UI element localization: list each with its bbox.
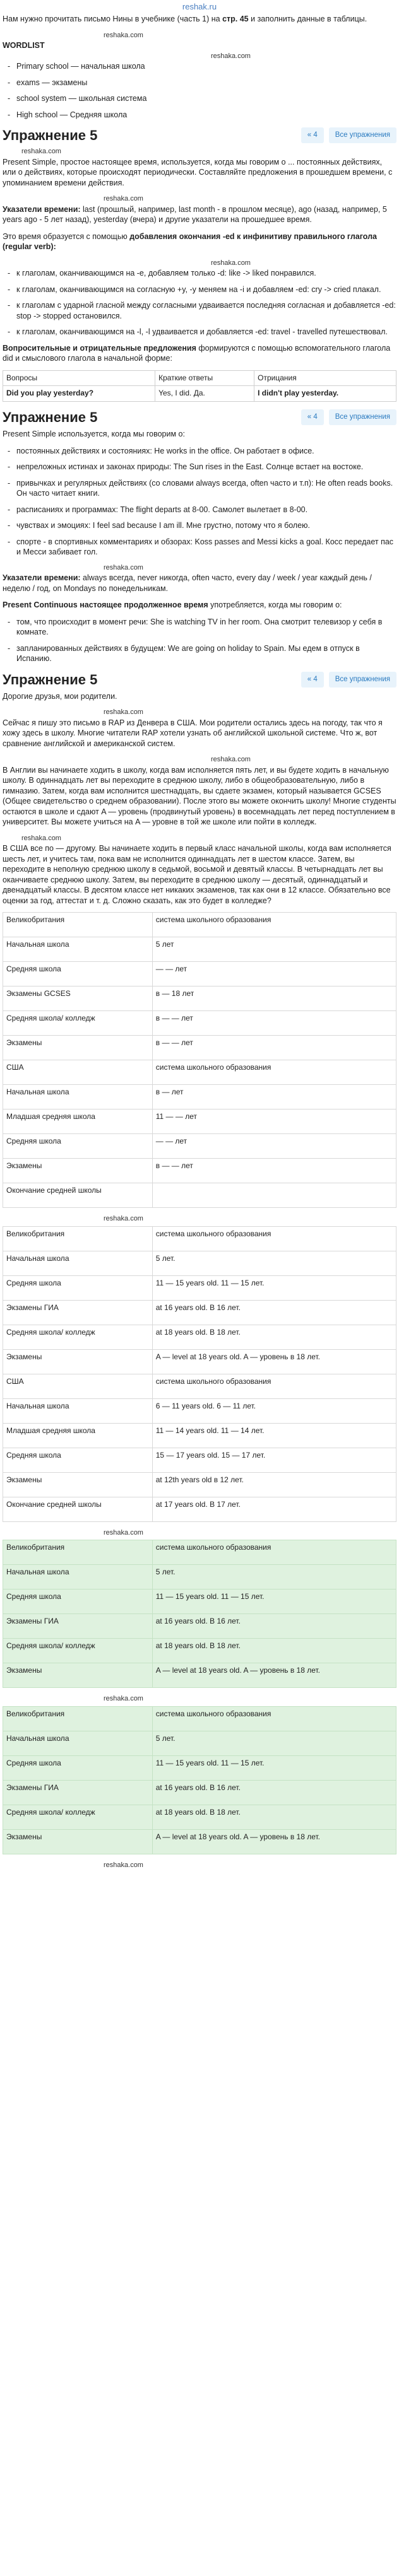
table-row bbox=[3, 962, 396, 986]
table-cell: 5 лет. bbox=[152, 1251, 396, 1275]
table-header: Краткие ответы bbox=[155, 370, 254, 386]
paragraph: Это время образуется с помощью добавления окончания -ed к инфинитиву правильного глагола (regular verb): bbox=[3, 231, 377, 252]
table-row bbox=[3, 1036, 396, 1060]
table-cell: I didn't play yesterday. bbox=[254, 386, 396, 402]
table-cell: 11 — 15 years old. 11 — 15 лет. bbox=[152, 1275, 396, 1300]
list-item: - привычках и регулярных действиях (со словами always всегда, often часто и т.п): He often reads books. Он часто читает книги. bbox=[16, 478, 396, 499]
table-row bbox=[3, 1805, 396, 1829]
table-row bbox=[3, 1183, 396, 1208]
list-item: - High school — Средняя школа bbox=[16, 110, 396, 120]
education-tables bbox=[3, 912, 396, 1870]
table-row bbox=[3, 1755, 396, 1780]
qa-table bbox=[3, 370, 396, 402]
list-item: - exams — экзамены bbox=[16, 78, 396, 88]
list-item: - Primary school — начальная школа bbox=[16, 61, 396, 72]
table-cell: Экзамены bbox=[3, 1349, 153, 1374]
exercise-header bbox=[3, 670, 396, 689]
education-table bbox=[3, 912, 396, 1208]
table-cell: Экзамены bbox=[3, 1663, 153, 1688]
table-cell: Экзамены bbox=[3, 1036, 153, 1060]
table-cell: Окончание средней школы bbox=[3, 1497, 153, 1521]
table-cell: at 17 years old. В 17 лет. bbox=[152, 1497, 396, 1521]
table-row bbox=[3, 1663, 396, 1688]
top-bar bbox=[0, 0, 399, 14]
table-cell: Экзамены bbox=[3, 1829, 153, 1854]
table-cell: Начальная школа bbox=[3, 1251, 153, 1275]
table-row bbox=[3, 1639, 396, 1663]
exercise-title: Упражнение 5 bbox=[3, 127, 98, 144]
table-cell: Средняя школа bbox=[3, 1755, 153, 1780]
table-cell: в — 18 лет bbox=[152, 986, 396, 1011]
table-row bbox=[3, 1159, 396, 1183]
table-cell: система школьного образования bbox=[152, 1060, 396, 1085]
table-header: Вопросы bbox=[3, 370, 155, 386]
table-cell: Yes, I did. Да. bbox=[155, 386, 254, 402]
table-row bbox=[3, 986, 396, 1011]
table-cell: — — лет bbox=[152, 962, 396, 986]
table-cell: at 18 years old. В 18 лет. bbox=[152, 1805, 396, 1829]
paragraph: Сейчас я пишу это письмо в RAP из Денвера в США. Мои родители остались здесь на погоду, так что я хожу здесь в школу. Многие читатели RAP хотели узнать об английской школьной системе. Что ж, вот сравнение английской и американской систем. bbox=[3, 718, 383, 748]
exercise-header bbox=[3, 126, 396, 144]
table-cell: Экзамены GCSES bbox=[3, 986, 153, 1011]
exercise-nav bbox=[301, 127, 396, 143]
table-cell: в — — лет bbox=[152, 1159, 396, 1183]
table-cell: Начальная школа bbox=[3, 1565, 153, 1590]
table-row bbox=[3, 1134, 396, 1159]
all-exercises-button[interactable]: Все упражнения bbox=[329, 127, 396, 143]
table-cell: at 12th years old в 12 лет. bbox=[152, 1472, 396, 1497]
watermark: reshaka.com bbox=[104, 195, 143, 203]
table-row bbox=[3, 913, 396, 937]
paragraph: Вопросительные и отрицательные предложения формируются с помощью вспомогательного глагола did и смыслового глагола в начальной форме: bbox=[3, 343, 391, 363]
table-row bbox=[3, 1060, 396, 1085]
table-cell: Did you play yesterday? bbox=[3, 386, 155, 402]
table-row bbox=[3, 1085, 396, 1109]
table-cell: система школьного образования bbox=[152, 913, 396, 937]
watermark: reshaka.com bbox=[104, 1528, 143, 1537]
all-exercises-button[interactable]: Все упражнения bbox=[329, 672, 396, 688]
table-cell: at 16 years old. В 16 лет. bbox=[152, 1614, 396, 1639]
table-cell: A — level at 18 years old. A — уровень в 18 лет. bbox=[152, 1349, 396, 1374]
table-cell: в — — лет bbox=[152, 1036, 396, 1060]
list-item: - постоянных действиях и состояниях: He works in the office. Он работает в офисе. bbox=[16, 446, 396, 457]
table-cell: at 18 years old. В 18 лет. bbox=[152, 1639, 396, 1663]
pc-uses-list bbox=[3, 617, 396, 664]
table-cell: 11 — 15 years old. 11 — 15 лет. bbox=[152, 1590, 396, 1614]
table-cell: Средняя школа/ колледж bbox=[3, 1325, 153, 1349]
table-row bbox=[3, 1374, 396, 1398]
watermark: reshaka.com bbox=[104, 1861, 143, 1869]
list-item: - расписаниях и программах: The flight departs at 8-00. Самолет вылетает в 8-00. bbox=[16, 505, 396, 515]
paragraph: В США все по — другому. Вы начинаете ходить в первый класс начальной школы, когда вам исполняется шесть лет, и учитесь там, пока вам не исполнится одиннадцать лет в шестом классе. Затем, вы переходите в неполную среднюю школу в седьмой, восьмой и девятый классы. В четырнадцать лет вы оканчиваете среднюю школу. Затем, вы переходите в среднюю школу — десятый, одиннадцатый и двенадцатый классы. В десятом классе нет никаких экзаменов, так как они в 12 классе. Обязательно все оценки за год, аттестат и т. д. Сложно сказать, как это будет в колледже? bbox=[3, 844, 391, 905]
table-cell: Окончание средней школы bbox=[3, 1183, 153, 1208]
watermark: reshaka.com bbox=[211, 259, 251, 267]
paragraph: Дорогие друзья, мои родители. bbox=[3, 691, 117, 701]
education-table bbox=[3, 1540, 396, 1688]
list-item: - к глаголам, оканчивающимся на -e, добавляем только -d: like -> liked понравился. bbox=[16, 268, 396, 279]
time-markers: Указатели времени: always всегда, never никогда, often часто, every day / week / year каждый день / неделю / год, on Mondays по понедельникам. bbox=[3, 573, 372, 593]
table-cell: Средняя школа bbox=[3, 1448, 153, 1472]
wordlist bbox=[3, 61, 396, 120]
exercise-nav bbox=[301, 409, 396, 425]
table-cell: США bbox=[3, 1374, 153, 1398]
list-item: - том, что происходит в момент речи: She is watching TV in her room. Она смотрит телевизор у себя в комнате. bbox=[16, 617, 396, 638]
wordlist-title: WORDLIST bbox=[3, 41, 45, 50]
table-cell: в — лет bbox=[152, 1085, 396, 1109]
table-cell: Средняя школа/ колледж bbox=[3, 1639, 153, 1663]
watermark: reshaka.com bbox=[104, 1695, 143, 1703]
table-row bbox=[3, 1731, 396, 1755]
watermark: reshaka.com bbox=[21, 834, 61, 842]
watermark: reshaka.com bbox=[211, 756, 251, 764]
table-cell: Великобритания bbox=[3, 1226, 153, 1251]
table-cell: Средняя школа/ колледж bbox=[3, 1011, 153, 1036]
table-row bbox=[3, 1497, 396, 1521]
table-cell: Экзамены ГИА bbox=[3, 1614, 153, 1639]
table-row bbox=[3, 1472, 396, 1497]
table-row bbox=[3, 386, 396, 402]
list-item: - к глаголам, оканчивающимся на согласную +y, -y меняем на -i и добавляем -ed: cry -> cried плакал. bbox=[16, 284, 396, 295]
solution-content bbox=[0, 14, 399, 1870]
education-table bbox=[3, 1226, 396, 1522]
table-cell: 5 лет. bbox=[152, 1565, 396, 1590]
rules-list bbox=[3, 268, 396, 337]
paragraph: Present Simple, простое настоящее время, используется, когда мы говорим о ... постоянных действиях, или о действиях, которые происходят периодически. Составляйте предложения в прошедшем времени, с упоминанием времени действия. bbox=[3, 157, 393, 187]
list-item: - спорте - в спортивных комментариях и обзорах: Koss passes and Messi kicks a goal. Косс передает пас и Месси забивает гол. bbox=[16, 537, 396, 558]
table-cell: Младшая средняя школа bbox=[3, 1109, 153, 1134]
paragraph: Present Continuous настоящее продолженное время употребляется, когда мы говорим о: bbox=[3, 600, 342, 610]
table-cell: at 16 years old. В 16 лет. bbox=[152, 1780, 396, 1805]
table-row bbox=[3, 1275, 396, 1300]
table-row bbox=[3, 370, 396, 386]
table-cell: Начальная школа bbox=[3, 937, 153, 962]
table-header: Отрицания bbox=[254, 370, 396, 386]
table-cell: 6 — 11 years old. 6 — 11 лет. bbox=[152, 1398, 396, 1423]
exercise-title: Упражнение 5 bbox=[3, 671, 98, 688]
exercise-title: Упражнение 5 bbox=[3, 409, 98, 426]
site-link[interactable]: reshak.ru bbox=[182, 2, 217, 11]
table-cell: система школьного образования bbox=[152, 1540, 396, 1565]
table-cell: 5 лет bbox=[152, 937, 396, 962]
table-cell: Средняя школа bbox=[3, 962, 153, 986]
exercise-header bbox=[3, 408, 396, 426]
intro-paragraph: Нам нужно прочитать письмо Нины в учебнике (часть 1) на стр. 45 и заполнить данные в таблицы. bbox=[3, 15, 367, 23]
table-cell: Средняя школа/ колледж bbox=[3, 1805, 153, 1829]
watermark: reshaka.com bbox=[21, 148, 61, 156]
exercise-nav bbox=[301, 672, 396, 688]
table-cell: Начальная школа bbox=[3, 1085, 153, 1109]
watermark: reshaka.com bbox=[211, 52, 251, 60]
table-row bbox=[3, 1590, 396, 1614]
education-table bbox=[3, 1706, 396, 1854]
table-row bbox=[3, 1706, 396, 1731]
watermark: reshaka.com bbox=[104, 563, 143, 571]
table-row bbox=[3, 1011, 396, 1036]
table-row bbox=[3, 1349, 396, 1374]
table-cell: Средняя школа bbox=[3, 1134, 153, 1159]
table-row bbox=[3, 1780, 396, 1805]
table-cell: Экзамены bbox=[3, 1159, 153, 1183]
table-cell: A — level at 18 years old. A — уровень в 18 лет. bbox=[152, 1829, 396, 1854]
table-cell: Экзамены ГИА bbox=[3, 1780, 153, 1805]
table-row bbox=[3, 1565, 396, 1590]
paragraph: В Англии вы начинаете ходить в школу, когда вам исполняется пять лет, и вы будете ходить в начальную школу. В одиннадцать лет вы переходите в среднюю школу, либо в общеобразовательную, либо в гимназию. Затем, когда вам исполнится шестнадцать, вы сдаете экзамен, который называется GCSES (Общее свидетельство о среднем образовании). После этого вы можете окончить школу! Многие студенты остаются в школе и сдают A — уровень (продвинутый уровень) в восемнадцать лет перед поступлением в университет. Вы можете учиться на A — уровне в той же школе или пойти в колледж. bbox=[3, 765, 396, 827]
table-cell: 5 лет. bbox=[152, 1731, 396, 1755]
table-cell: Младшая средняя школа bbox=[3, 1423, 153, 1448]
table-cell: система школьного образования bbox=[152, 1226, 396, 1251]
prev-exercise-button[interactable]: « 4 bbox=[301, 672, 324, 688]
uses-list bbox=[3, 446, 396, 558]
table-cell: Великобритания bbox=[3, 1706, 153, 1731]
table-row bbox=[3, 937, 396, 962]
table-cell bbox=[152, 1183, 396, 1208]
table-cell: 11 — — лет bbox=[152, 1109, 396, 1134]
table-cell: Начальная школа bbox=[3, 1398, 153, 1423]
table-row bbox=[3, 1109, 396, 1134]
table-row bbox=[3, 1423, 396, 1448]
table-row bbox=[3, 1614, 396, 1639]
list-item: - school system — школьная система bbox=[16, 93, 396, 104]
table-row bbox=[3, 1398, 396, 1423]
watermark: reshaka.com bbox=[104, 708, 143, 717]
table-cell: Средняя школа bbox=[3, 1275, 153, 1300]
table-cell: система школьного образования bbox=[152, 1706, 396, 1731]
table-row bbox=[3, 1448, 396, 1472]
table-row bbox=[3, 1829, 396, 1854]
paragraph: Present Simple используется, когда мы говорим о: bbox=[3, 430, 185, 439]
table-cell: Средняя школа bbox=[3, 1590, 153, 1614]
list-item: - запланированных действиях в будущем: We are going on holiday to Spain. Мы едем в отпуск в Испанию. bbox=[16, 643, 396, 664]
table-cell: Великобритания bbox=[3, 1540, 153, 1565]
table-cell: at 18 years old. В 18 лет. bbox=[152, 1325, 396, 1349]
table-cell: Великобритания bbox=[3, 913, 153, 937]
table-row bbox=[3, 1540, 396, 1565]
table-cell: 11 — 15 years old. 11 — 15 лет. bbox=[152, 1755, 396, 1780]
watermark: reshaka.com bbox=[104, 31, 143, 39]
prev-exercise-button[interactable]: « 4 bbox=[301, 409, 324, 425]
table-cell: Начальная школа bbox=[3, 1731, 153, 1755]
prev-exercise-button[interactable]: « 4 bbox=[301, 127, 324, 143]
table-row bbox=[3, 1251, 396, 1275]
table-cell: Экзамены ГИА bbox=[3, 1300, 153, 1325]
list-item: - к глаголам, оканчивающимся на -l, -l удваивается и добавляется -ed: travel - travelled путешествовал. bbox=[16, 327, 396, 337]
watermark: reshaka.com bbox=[104, 1215, 143, 1223]
time-markers: Указатели времени: last (прошлый, например, last month - в прошлом месяце), ago (назад, например, 5 years ago - 5 лет назад), yesterday (вчера) и другие указатели на прошедшее время. bbox=[3, 204, 387, 225]
table-cell: 11 — 14 years old. 11 — 14 лет. bbox=[152, 1423, 396, 1448]
table-cell: — — лет bbox=[152, 1134, 396, 1159]
table-cell: Экзамены bbox=[3, 1472, 153, 1497]
list-item: - чувствах и эмоциях: I feel sad because I am ill. Мне грустно, потому что я болею. bbox=[16, 520, 396, 531]
table-cell: A — level at 18 years old. A — уровень в 18 лет. bbox=[152, 1663, 396, 1688]
table-cell: в — — лет bbox=[152, 1011, 396, 1036]
table-cell: США bbox=[3, 1060, 153, 1085]
all-exercises-button[interactable]: Все упражнения bbox=[329, 409, 396, 425]
table-cell: система школьного образования bbox=[152, 1374, 396, 1398]
table-cell: 15 — 17 years old. 15 — 17 лет. bbox=[152, 1448, 396, 1472]
table-row bbox=[3, 1325, 396, 1349]
list-item: - к глаголам с ударной гласной между согласными удваивается последняя согласная и добавляется -ed: stop -> stopped остановился. bbox=[16, 300, 396, 321]
table-cell: at 16 years old. В 16 лет. bbox=[152, 1300, 396, 1325]
list-item: - непреложных истинах и законах природы: The Sun rises in the East. Солнце встает на востоке. bbox=[16, 462, 396, 472]
table-row bbox=[3, 1300, 396, 1325]
table-row bbox=[3, 1226, 396, 1251]
